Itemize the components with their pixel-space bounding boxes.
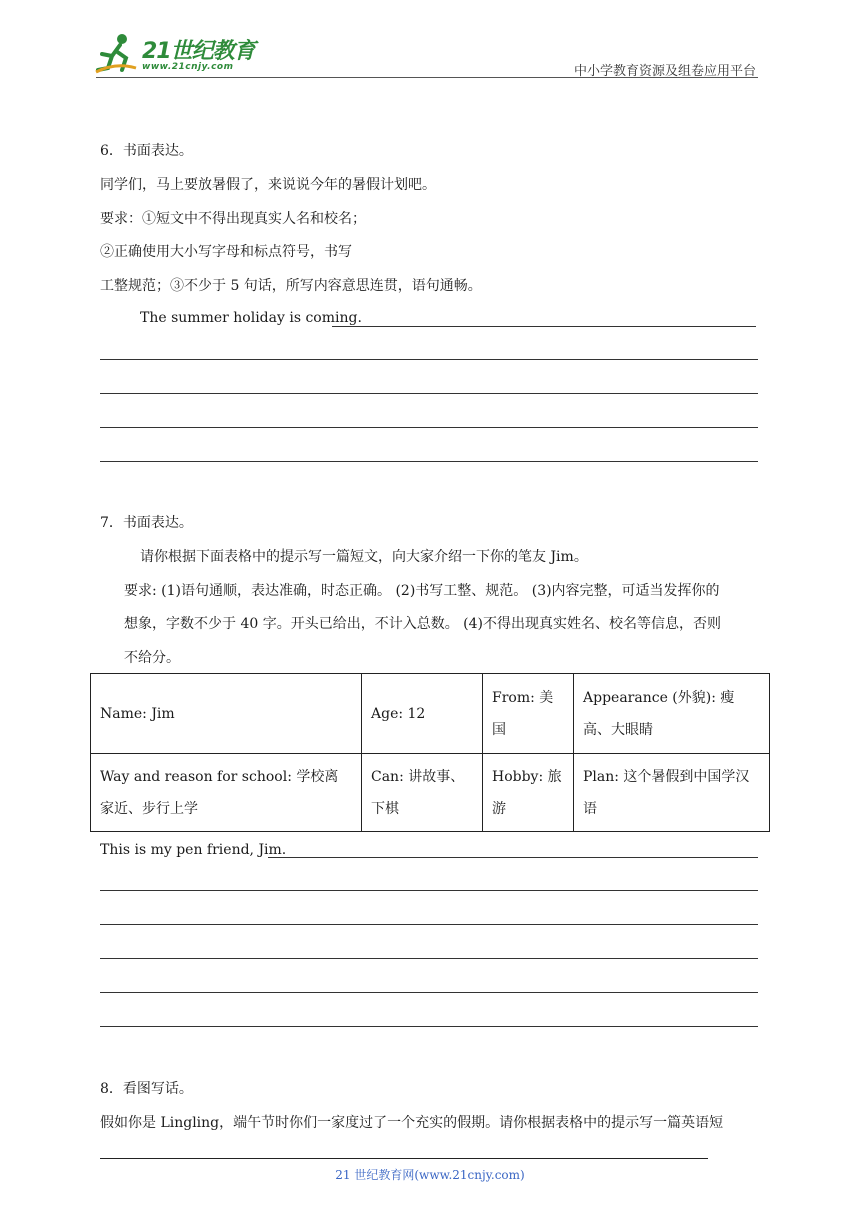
q7-answer-line-3[interactable] xyxy=(100,924,758,925)
table-cell-way-to-school: Way and reason for school: 学校离家近、步行上学 xyxy=(91,754,362,832)
q7-requirement-2: 想象，字数不少于 40 字。开头已给出，不计入总数。 (4)不得出现真实姓名、校名等信息，否则 xyxy=(124,616,721,632)
q7-answer-line-4[interactable] xyxy=(100,958,758,959)
logo-url: www.21cnjy.com xyxy=(142,62,234,72)
table-cell-appearance: Appearance (外貌): 瘦高、大眼睛 xyxy=(574,674,770,754)
q6-starter: The summer holiday is coming. xyxy=(140,310,362,326)
pen-friend-info-table xyxy=(90,673,770,832)
q7-starter: This is my pen friend, Jim. xyxy=(100,842,287,858)
footer-text: 21 世纪教育网(www.21cnjy.com) xyxy=(335,1168,525,1182)
runner-logo-icon xyxy=(92,32,140,76)
q6-answer-line-4[interactable] xyxy=(100,427,758,428)
table-cell-age: Age: 12 xyxy=(362,674,483,754)
q8-title: 8．看图写话。 xyxy=(100,1081,193,1097)
table-cell-name: Name: Jim xyxy=(91,674,362,754)
table-row xyxy=(91,674,770,754)
table-cell-from: From: 美国 xyxy=(483,674,574,754)
logo-text: 21世纪教育 xyxy=(142,39,255,64)
q6-answer-line-1[interactable] xyxy=(332,326,756,327)
q7-answer-line-1[interactable] xyxy=(268,857,758,858)
q6-line4: 工整规范；③不少于 5 句话，所写内容意思连贯，语句通畅。 xyxy=(100,278,482,294)
q6-line2: 要求：①短文中不得出现真实人名和校名； xyxy=(100,211,366,227)
q7-requirement-3: 不给分。 xyxy=(124,650,180,666)
footer-divider xyxy=(100,1158,708,1159)
q6-answer-line-2[interactable] xyxy=(100,359,758,360)
q7-requirement-1: 要求: (1)语句通顺，表达准确，时态正确。 (2)书写工整、规范。 (3)内容完整，可适当发挥你的 xyxy=(124,583,720,599)
q7-answer-line-5[interactable] xyxy=(100,992,758,993)
table-row xyxy=(91,754,770,832)
header-platform-text: 中小学教育资源及组卷应用平台 xyxy=(573,64,756,79)
q6-title: 6．书面表达。 xyxy=(100,143,193,159)
q6-line1: 同学们，马上要放暑假了，来说说今年的暑假计划吧。 xyxy=(100,177,436,193)
header-divider xyxy=(96,77,758,78)
table-cell-hobby: Hobby: 旅游 xyxy=(483,754,574,832)
q7-title: 7．书面表达。 xyxy=(100,515,193,531)
q7-answer-line-2[interactable] xyxy=(100,890,758,891)
q6-line3: ②正确使用大小写字母和标点符号，书写 xyxy=(100,244,352,260)
q6-answer-line-5[interactable] xyxy=(100,461,758,462)
site-logo xyxy=(92,32,262,78)
table-cell-plan: Plan: 这个暑假到中国学汉语 xyxy=(574,754,770,832)
q8-line1: 假如你是 Lingling，端午节时你们一家度过了一个充实的假期。请你根据表格中的提示写一篇英语短 xyxy=(100,1115,724,1131)
q7-answer-line-6[interactable] xyxy=(100,1026,758,1027)
table-cell-can: Can: 讲故事、下棋 xyxy=(362,754,483,832)
q6-answer-line-3[interactable] xyxy=(100,393,758,394)
q7-intro: 请你根据下面表格中的提示写一篇短文，向大家介绍一下你的笔友 Jim。 xyxy=(140,549,588,565)
